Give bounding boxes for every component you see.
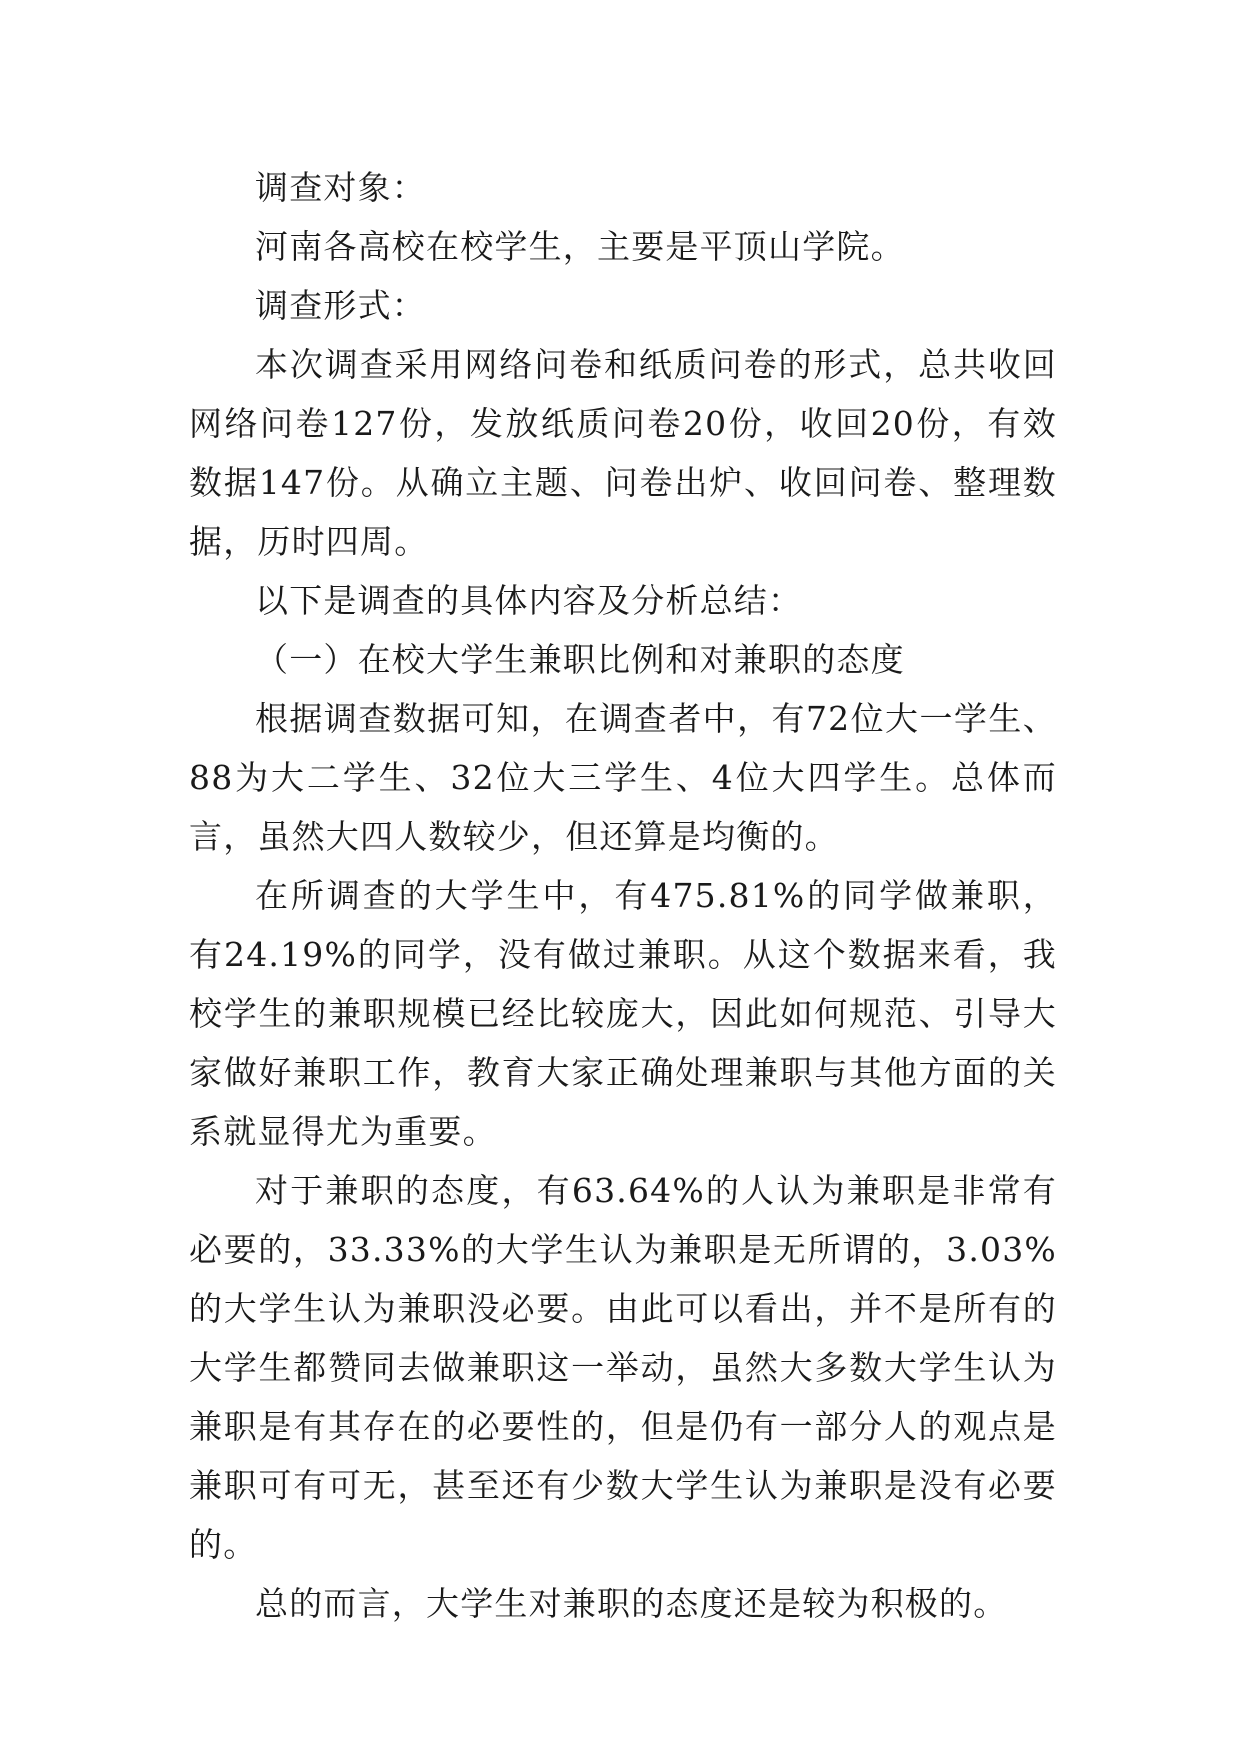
paragraph-survey-form: 本次调查采用网络问卷和纸质问卷的形式，总共收回网络问卷127份，发放纸质问卷20份，收回20份，有效数据147份。从确立主题、问卷出炉、收回问卷、整理数据，历时四周。 bbox=[189, 345, 1057, 561]
paragraph-respondent-grades: 根据调查数据可知，在调查者中，有72位大一学生、88为大二学生、32位大三学生、4位大四学生。总体而言，虽然大四人数较少，但还算是均衡的。 bbox=[189, 699, 1057, 856]
paragraph-survey-subject-heading: 调查对象： bbox=[255, 168, 426, 207]
paragraph-analysis-intro: 以下是调查的具体内容及分析总结： bbox=[255, 581, 803, 620]
paragraph-part-time-ratio: 在所调查的大学生中，有475.81%的同学做兼职，有24.19%的同学，没有做过兼职。从这个数据来看，我校学生的兼职规模已经比较庞大，因此如何规范、引导大家做好兼职工作，教育大家正确处理兼职与其他方面的关系就显得尤为重要。 bbox=[189, 876, 1057, 1151]
document-body bbox=[189, 158, 1057, 1633]
paragraph-conclusion: 总的而言，大学生对兼职的态度还是较为积极的。 bbox=[255, 1584, 1008, 1623]
section-heading-part-one: （一）在校大学生兼职比例和对兼职的态度 bbox=[255, 640, 905, 679]
paragraph-survey-form-heading: 调查形式： bbox=[255, 286, 426, 325]
paragraph-survey-subject: 河南各高校在校学生，主要是平顶山学院。 bbox=[255, 227, 905, 266]
paragraph-part-time-attitude: 对于兼职的态度，有63.64%的人认为兼职是非常有必要的，33.33%的大学生认为兼职是无所谓的，3.03%的大学生认为兼职没必要。由此可以看出，并不是所有的大学生都赞同去做兼职这一举动，虽然大多数大学生认为兼职是有其存在的必要性的，但是仍有一部分人的观点是兼职可有可无，甚至还有少数大学生认为兼职是没有必要的。 bbox=[189, 1171, 1057, 1564]
